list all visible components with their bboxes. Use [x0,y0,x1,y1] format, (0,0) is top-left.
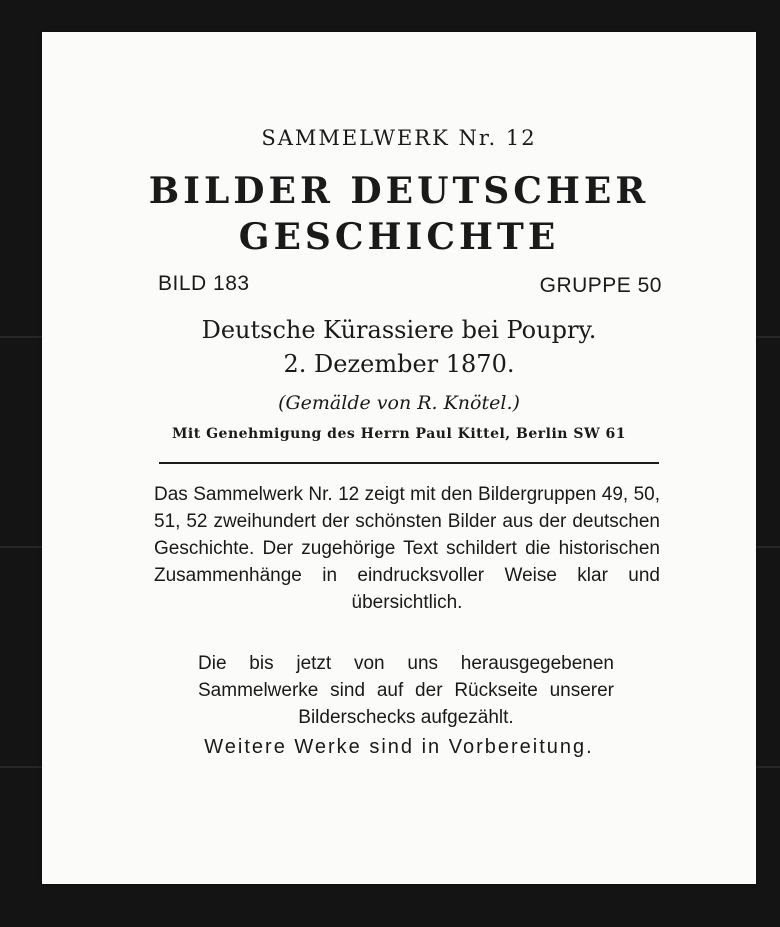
picture-title: Deutsche Kürassiere bei Poupry. [201,316,597,344]
title-line-1: BILDER DEUTSCHER [148,170,650,212]
painter-credit: (Gemälde von R. Knötel.) [278,392,520,414]
title-line-2: GESCHICHTE [238,216,560,258]
trading-card-back [42,32,756,884]
picture-date: 2. Dezember 1870. [283,350,515,378]
picture-number: BILD 183 [158,272,250,295]
description-paragraph: Das Sammelwerk Nr. 12 zeigt mit den Bildergruppen 49, 50, 51, 52 zweihundert der schönsten Bilder aus der deutschen Geschichte. Der zugehörige Text schildert die historischen Zusammenhänge in eindrucksvoller Weise klar und übersichtlich. [154,484,660,613]
group-number: GRUPPE 50 [539,274,662,297]
divider-rule [159,462,659,464]
permission-note: Mit Genehmigung des Herrn Paul Kittel, Berlin SW 61 [171,426,627,442]
series-heading: SAMMELWERK Nr. 12 [261,126,537,150]
publication-note-paragraph: Die bis jetzt von uns herausgegebenen Sammelwerke sind auf der Rückseite unserer Bilderschecks aufgezählt. [198,653,614,728]
closing-line: Weitere Werke sind in Vorbereitung. [204,736,594,758]
